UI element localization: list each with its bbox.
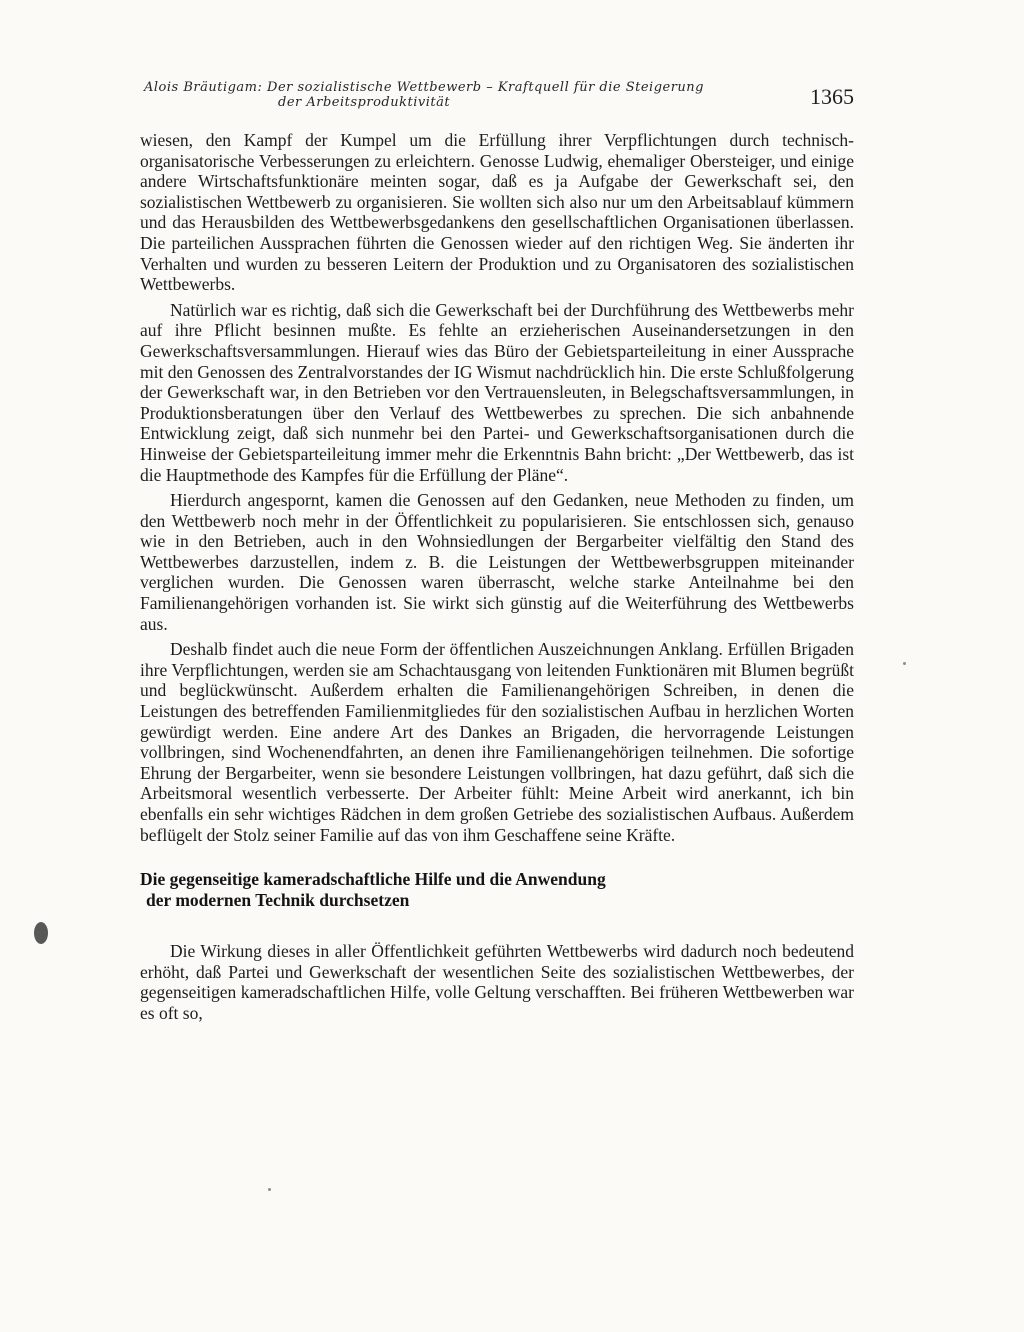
paragraph-5: Die Wirkung dieses in aller Öffentlichkeit geführten Wettbewerbs wird dadurch noch bedeutend erhöht, daß Partei und Gewerkschaft der wesentlichen Seite des sozialistischen Wettbewerbes, der gegenseitigen kameradschaftlichen Hilfe, volle Geltung verschafften. Bei früheren Wettbewerben war es oft so,: [140, 941, 854, 1023]
paragraph-2: Natürlich war es richtig, daß sich die Gewerkschaft bei der Durchführung des Wettbewerbs mehr auf ihre Pflicht besinnen mußte. Es fehlte an erzieherischen Auseinandersetzungen in den Gewerkschaftsversammlungen. Hierauf wies das Büro der Gebietsparteileitung in einer Aussprache mit den Genossen des Zentralvorstandes der IG Wismut nachdrücklich hin. Die erste Schlußfolgerung der Gewerkschaft war, in den Betrieben vor den Vertrauensleuten, in Belegschaftsversammlungen, in Produktionsberatungen über den Verlauf des Wettbewerbes zu sprechen. Die sich anbahnende Entwicklung zeigt, daß sich nunmehr bei den Partei- und Gewerkschaftsorganisationen durch die Hinweise der Gebietsparteileitung immer mehr die Erkenntnis Bahn bricht: „Der Wettbewerb, das ist die Hauptmethode des Kampfes für die Erfüllung der Pläne“.: [140, 299, 854, 485]
running-header-line-1: Alois Bräutigam: Der sozialistische Wettbewerb – Kraftquell für die Steigerung: [144, 80, 704, 95]
running-header: [144, 80, 744, 110]
page-number: 1365: [810, 84, 854, 109]
ink-speck-decoration: [268, 1188, 271, 1191]
paragraph-4: Deshalb findet auch die neue Form der öffentlichen Auszeichnungen Anklang. Erfüllen Brigaden ihre Verpflichtungen, werden sie am Schachtausgang von leitenden Funktionären mit Blumen begrüßt und beglückwünscht. Außerdem erhalten die Familienangehörigen Schreiben, in denen die Leistungen des betreffenden Familienmitgliedes für den sozialistischen Aufbau in herzlichen Worten gewürdigt werden. Eine andere Art des Dankes an Brigaden, die hervorragende Leistungen vollbringen, sind Wochenendfahrten, an denen ihre Familienangehörigen teilnehmen. Die sofortige Ehrung der Bergarbeiter, wenn sie besondere Leistungen vollbringen, hat dazu geführt, daß sich die Arbeitsmoral wesentlich verbesserte. Der Arbeiter fühlt: Meine Arbeit wird anerkannt, ich bin ebenfalls ein sehr wichtiges Rädchen in dem großen Getriebe des sozialistischen Aufbaus. Außerdem beflügelt der Stolz seiner Familie auf das von ihm Geschaffene seine Kräfte.: [140, 639, 854, 845]
ink-speck-decoration: [903, 662, 906, 665]
ink-blot-decoration: [34, 922, 48, 944]
body-text: [140, 130, 854, 1029]
running-header-line-2: der Arbeitsproduktivität: [278, 95, 451, 110]
section-heading-line-2: der modernen Technik durchsetzen: [146, 890, 410, 911]
paragraph-3: Hierdurch angespornt, kamen die Genossen auf den Gedanken, neue Methoden zu finden, um den Wettbewerb noch mehr in der Öffentlichkeit zu popularisieren. Sie entschlossen sich, genauso wie in den Betrieben, auch in den Wohnsiedlungen der Bergarbeiter vielfältig den Stand des Wettbewerbes darzustellen, indem z. B. die Leistungen der Wettbewerbsgruppen miteinander verglichen wurden. Die Genossen waren überrascht, welche starke Anteilnahme bei den Familienangehörigen vorhanden ist. Sie wirkt sich günstig auf die Weiterführung des Wettbewerbs aus.: [140, 490, 854, 634]
section-heading-line-1: Die gegenseitige kameradschaftliche Hilfe und die Anwendung: [140, 869, 606, 890]
section-heading: [140, 869, 854, 911]
paragraph-1: wiesen, den Kampf der Kumpel um die Erfüllung ihrer Verpflichtungen durch technisch-organisatorische Verbesserungen zu erleichtern. Genosse Ludwig, ehemaliger Obersteiger, und einige andere Wirtschaftsfunktionäre meinten sogar, daß es ja Aufgabe der Gewerkschaft sei, den sozialistischen Wettbewerb zu organisieren. Sie wollten sich also nur um den Arbeitsablauf kümmern und das Herausbilden des Wettbewerbsgedankens den gesellschaftlichen Organisationen überlassen. Die parteilichen Aussprachen führten die Genossen wieder auf den richtigen Weg. Sie änderten ihr Verhalten und wurden zu besseren Leitern der Produktion und zu Organisatoren des sozialistischen Wettbewerbs.: [140, 130, 854, 295]
